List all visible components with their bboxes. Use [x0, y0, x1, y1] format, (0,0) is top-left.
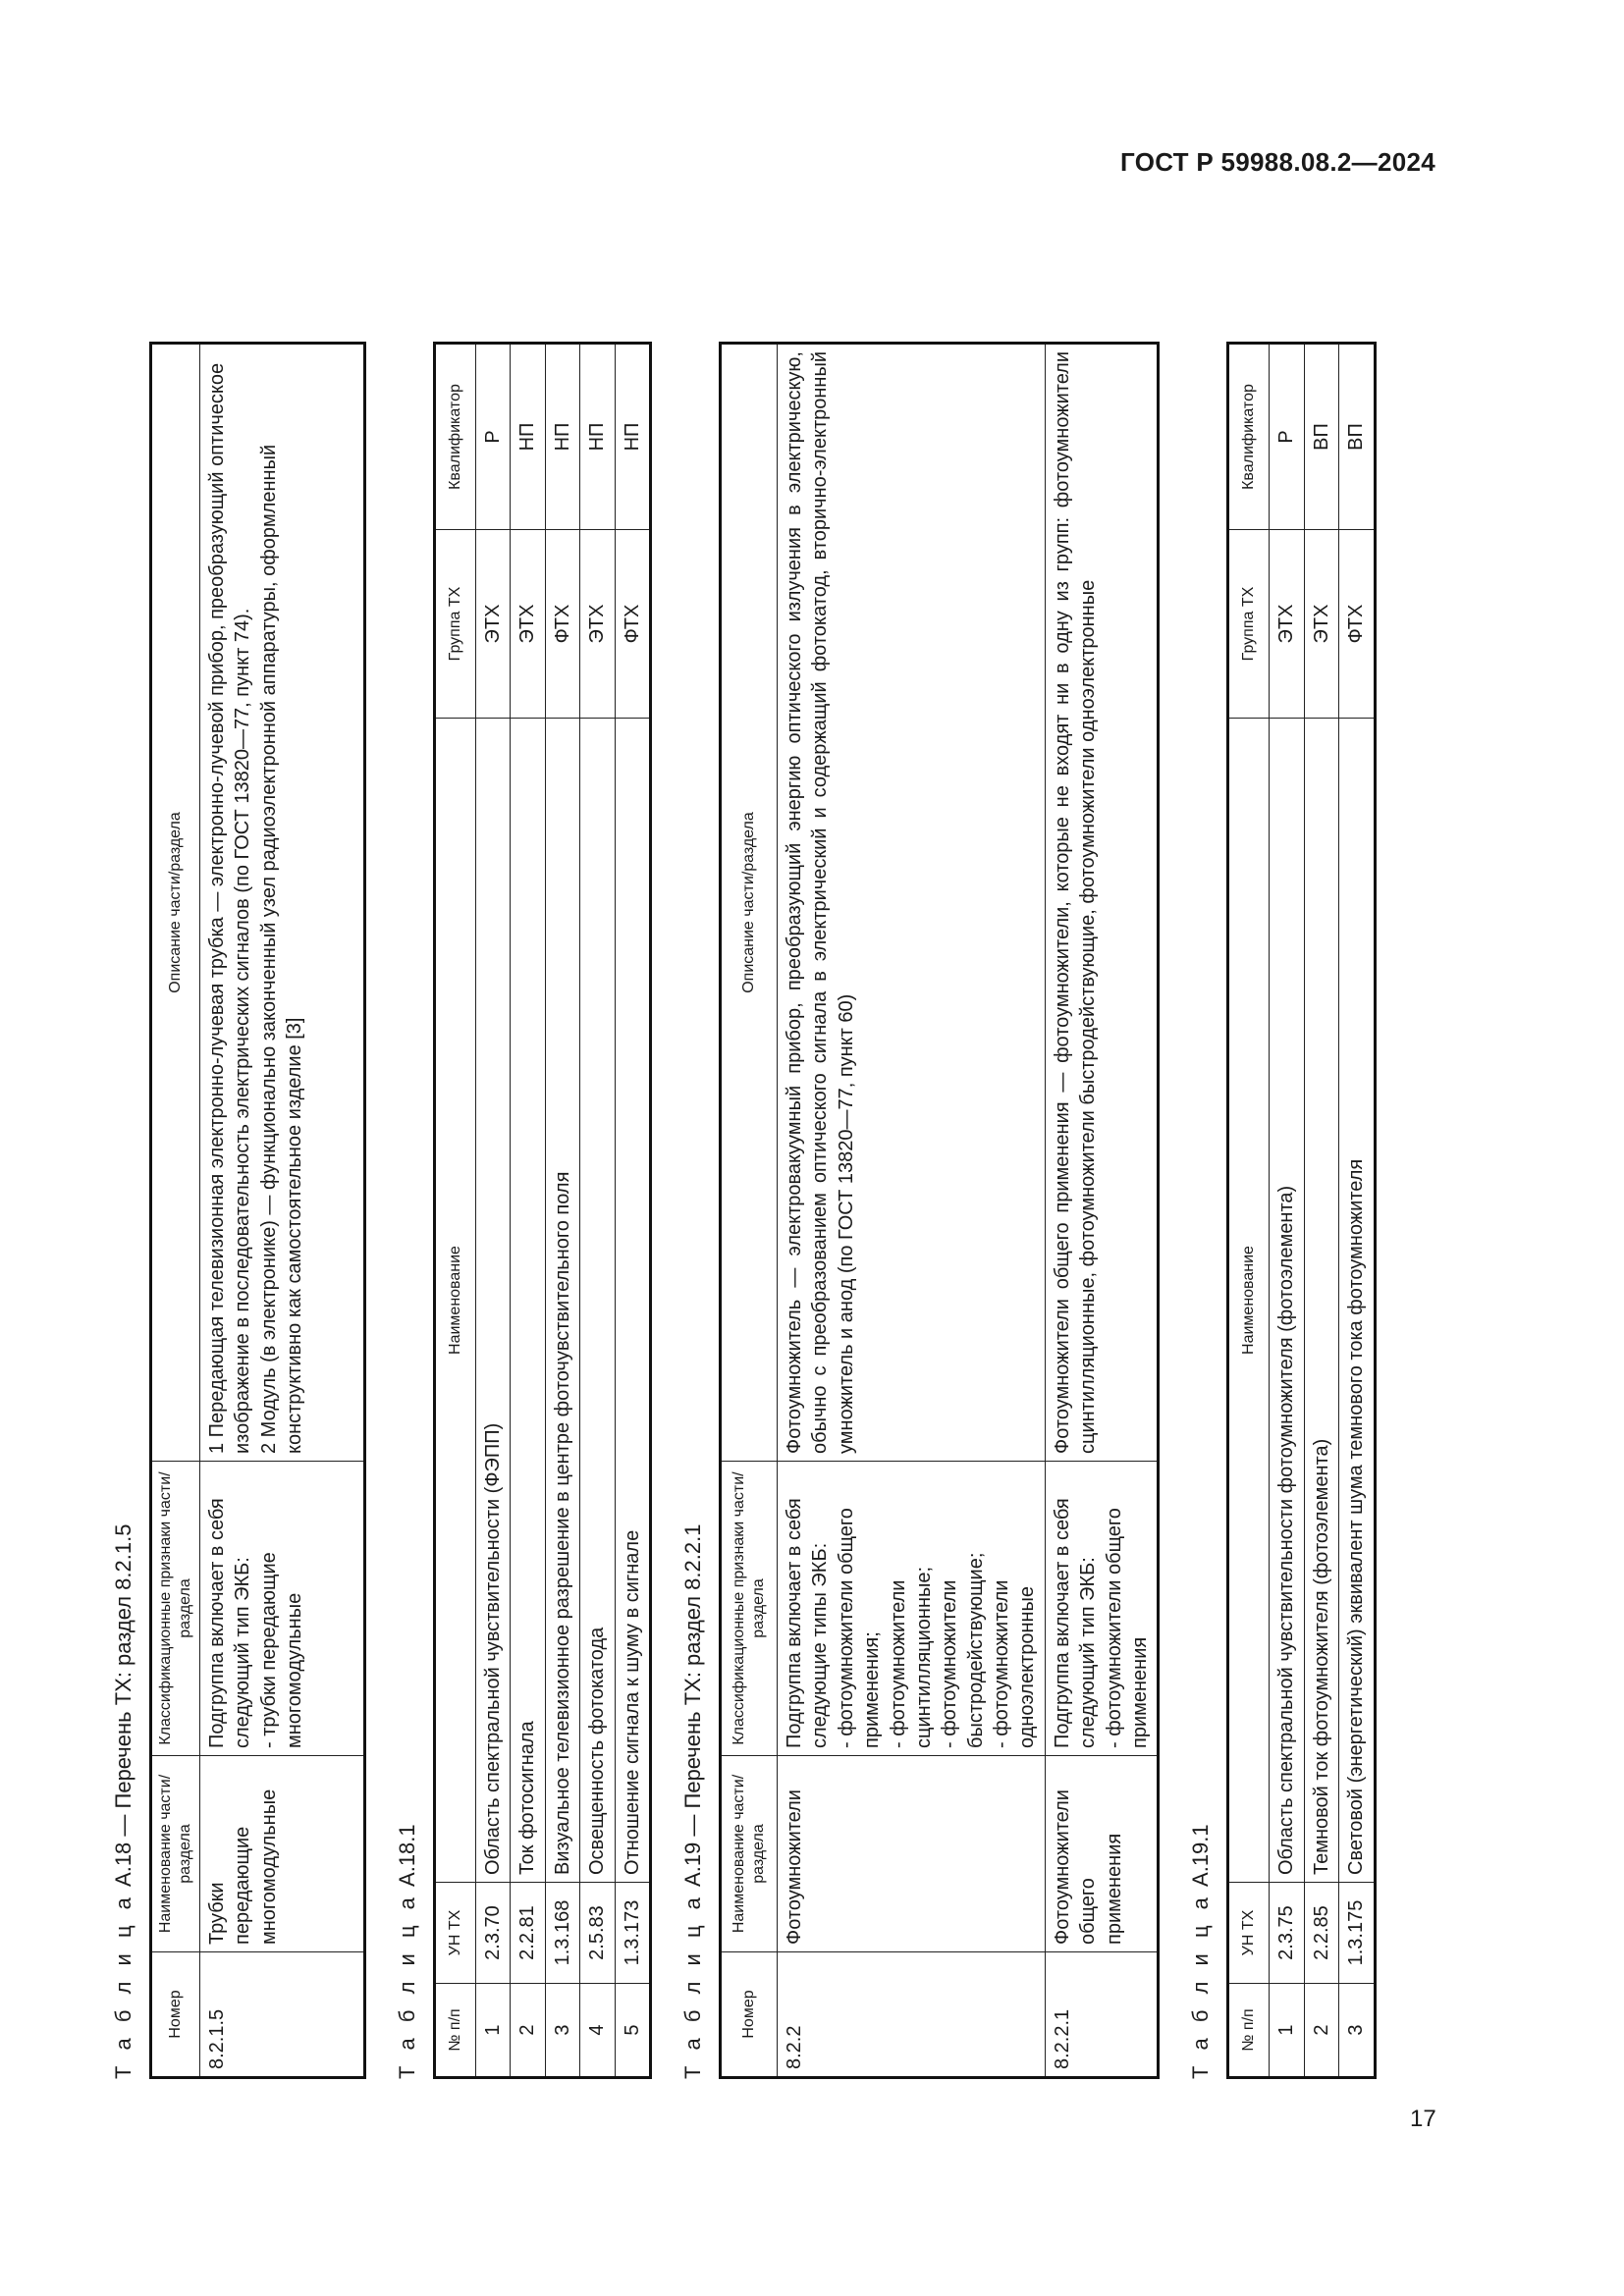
cell-qualifier: НП — [511, 344, 545, 530]
table-row — [545, 344, 579, 2078]
table-row — [1270, 344, 1304, 2078]
cell-code: 2.3.70 — [476, 1883, 511, 1984]
cell-index: 1 — [1270, 1984, 1304, 2078]
cell-qualifier: ВП — [1304, 344, 1338, 530]
col-header: Квалификатор — [1228, 344, 1270, 530]
col-header: Группа ТХ — [435, 530, 476, 719]
document-header: ГОСТ Р 59988.08.2—2024 — [1120, 147, 1435, 177]
table-row — [1304, 344, 1338, 2078]
rotated-content — [108, 234, 1368, 2079]
cell-index: 2 — [1304, 1984, 1338, 2078]
cell-code: 1.3.175 — [1339, 1883, 1375, 1984]
cell-code: 1.3.168 — [545, 1883, 579, 1984]
table-row — [580, 344, 615, 2078]
cell-code: 2.5.83 — [580, 1883, 615, 1984]
cell-features: Подгруппа включает в себя следующие типы ЭКБ: - фотоумножители общего применения; - фотоумножители сцинтилляционные; - фотоумножители быстродействующие; - фотоумножители одноэлектронные — [777, 1462, 1045, 1756]
table-a18-1-caption: Т а б л и ц а А.18.1 — [395, 1824, 419, 2079]
cell-group: ЭТХ — [511, 530, 545, 719]
cell-qualifier: Р — [476, 344, 511, 530]
cell-group: ЭТХ — [476, 530, 511, 719]
col-header: Группа ТХ — [1228, 530, 1270, 719]
cell-name: Фотоумножители общего применения — [1045, 1756, 1159, 1952]
cell-index: 5 — [615, 1984, 650, 2078]
cell-index: 3 — [545, 1984, 579, 2078]
col-header: Описание части/раздела — [720, 344, 777, 1462]
cell-name: Отношение сигнала к шуму в сигнале — [615, 719, 650, 1883]
table-a18-caption: Т а б л и ц а А.18 — Перечень ТХ: раздел 8.2.1.5 — [111, 1523, 135, 2079]
cell-name: Темновой ток фотоумножителя (фотоэлемента) — [1304, 719, 1338, 1883]
col-header: Наименование части/ раздела — [151, 1756, 200, 1952]
table-row — [511, 344, 545, 2078]
table-header-row — [1228, 344, 1270, 2078]
cell-qualifier: Р — [1270, 344, 1304, 530]
cell-description: 1 Передающая телевизионная электронно-лучевая трубка — электронно-лучевой прибор, преобразующий оптическое изображение в последовательность электрических сигналов (по ГОСТ 13820—77, пункт 74). 2 Модуль (в электронике) — функционально законченный узел радиоэлектронной аппаратуры, оформленный конструктивно как самостоятельное изделие [3] — [200, 344, 365, 1462]
col-header: Классификационные признаки части/раздела — [720, 1462, 777, 1756]
page-number: 17 — [1410, 2106, 1436, 2132]
cell-name: Область спектральной чувствительности фотоумножителя (фотоэлемента) — [1270, 719, 1304, 1883]
col-header: УН ТХ — [1228, 1883, 1270, 1984]
cell-number: 8.2.2.1 — [1045, 1952, 1159, 2078]
cell-features: Подгруппа включает в себя следующий тип ЭКБ: - фотоумножители общего применения — [1045, 1462, 1159, 1756]
cell-index: 4 — [580, 1984, 615, 2078]
col-header: Наименование — [1228, 719, 1270, 1883]
cell-group: ЭТХ — [580, 530, 615, 719]
cell-name: Трубки передающие многомодульные — [200, 1756, 365, 1952]
cell-number: 8.2.2 — [777, 1952, 1045, 2078]
cell-description: Фотоумножители общего применения — фотоумножители, которые не входят ни в одну из групп: фотоумножители сцинтилляционные, фотоумножители быстродействующие, фотоумножители одноэлектронные — [1045, 344, 1159, 1462]
col-header: Классификационные признаки части/ раздела — [151, 1462, 200, 1756]
table-row — [615, 344, 650, 2078]
table-header-row — [151, 344, 200, 2078]
cell-code: 2.2.81 — [511, 1883, 545, 1984]
table-row — [200, 344, 365, 2078]
cell-name: Ток фотосигнала — [511, 719, 545, 1883]
table-header-row — [435, 344, 476, 2078]
cell-code: 2.3.75 — [1270, 1883, 1304, 1984]
cell-group: ЭТХ — [1270, 530, 1304, 719]
cell-index: 1 — [476, 1984, 511, 2078]
cell-name: Световой (энергетический) эквивалент шума темнового тока фотоумножителя — [1339, 719, 1375, 1883]
cell-name: Область спектральной чувствительности (ФЭПП) — [476, 719, 511, 1883]
cell-qualifier: НП — [615, 344, 650, 530]
cell-description: Фотоумножитель — электровакуумный прибор, преобразующий энергию оптического излучения в электрическую, обычно с преобразованием оптического сигнала в электрический и содержащий фотокатод, вторично-электронный умножитель и анод (по ГОСТ 13820—77, пункт 60) — [777, 344, 1045, 1462]
col-header: Наименование — [435, 719, 476, 1883]
col-header: Квалификатор — [435, 344, 476, 530]
table-row — [476, 344, 511, 2078]
table-a19-1 — [1226, 342, 1376, 2079]
table-header-row — [720, 344, 777, 2078]
table-a18-1 — [433, 342, 652, 2079]
table-row — [777, 344, 1045, 2078]
cell-number: 8.2.1.5 — [200, 1952, 365, 2078]
col-header: № п/п — [1228, 1984, 1270, 2078]
cell-group: ФТХ — [615, 530, 650, 719]
cell-index: 2 — [511, 1984, 545, 2078]
table-a19-caption: Т а б л и ц а А.19 — Перечень ТХ: раздел 8.2.2.1 — [679, 1523, 705, 2079]
col-header: Описание части/раздела — [151, 344, 200, 1462]
cell-code: 2.2.85 — [1304, 1883, 1338, 1984]
table-row — [1339, 344, 1375, 2078]
cell-qualifier: НП — [545, 344, 579, 530]
col-header: № п/п — [435, 1984, 476, 2078]
col-header: Номер — [151, 1952, 200, 2078]
cell-features: Подгруппа включает в себя следующий тип ЭКБ: - трубки передающие многомодульные — [200, 1462, 365, 1756]
col-header: Номер — [720, 1952, 777, 2078]
table-a18 — [149, 342, 366, 2079]
cell-qualifier: НП — [580, 344, 615, 530]
table-a19 — [719, 342, 1160, 2079]
cell-code: 1.3.173 — [615, 1883, 650, 1984]
table-row — [1045, 344, 1159, 2078]
cell-name: Визуальное телевизионное разрешение в центре фоточувствительного поля — [545, 719, 579, 1883]
col-header: УН ТХ — [435, 1883, 476, 1984]
table-a19-1-caption: Т а б л и ц а А.19.1 — [1188, 1824, 1214, 2079]
cell-group: ФТХ — [1339, 530, 1375, 719]
cell-name: Освещенность фотокатода — [580, 719, 615, 1883]
cell-name: Фотоумножители — [777, 1756, 1045, 1952]
cell-index: 3 — [1339, 1984, 1375, 2078]
cell-qualifier: ВП — [1339, 344, 1375, 530]
cell-group: ФТХ — [545, 530, 579, 719]
col-header: Наименование части/раздела — [720, 1756, 777, 1952]
cell-group: ЭТХ — [1304, 530, 1338, 719]
